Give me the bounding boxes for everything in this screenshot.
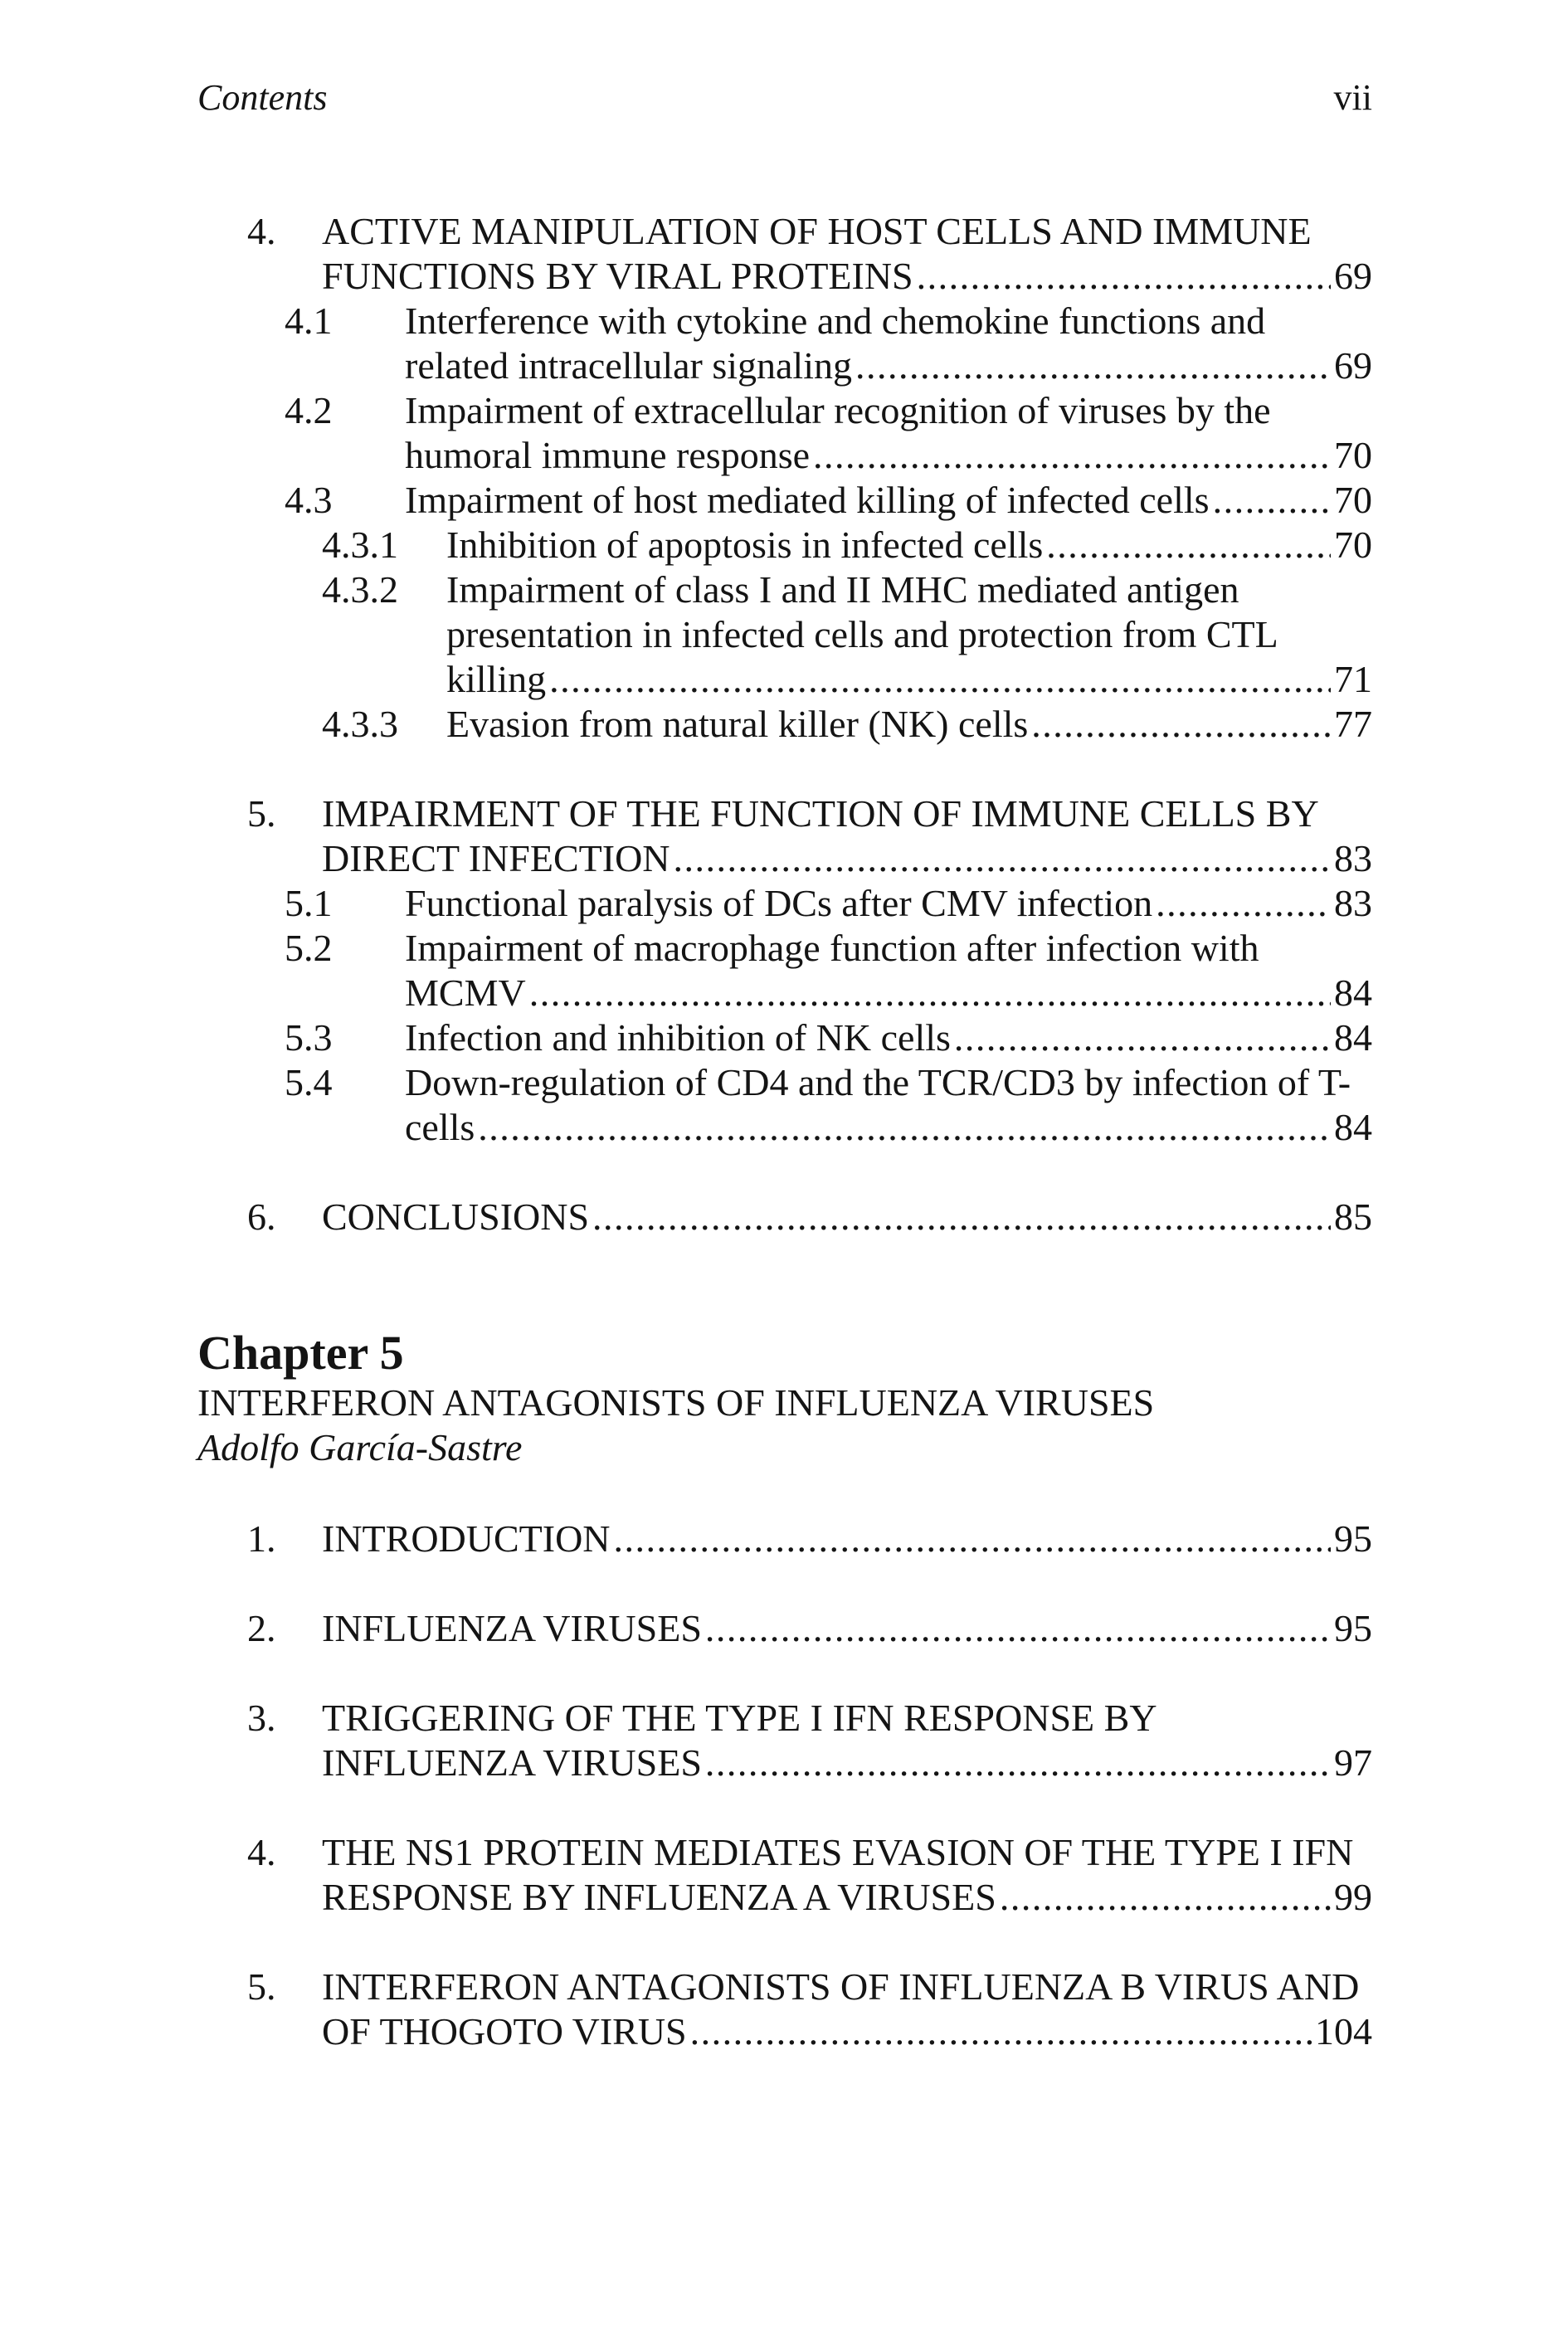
- toc-entry-title-last-line: Evasion from natural killer (NK) cells: [446, 703, 1029, 745]
- toc-entry-title: [322, 1965, 1372, 2054]
- dot-leader: [478, 1105, 1331, 1150]
- toc-entry-title-last-line: CONCLUSIONS: [322, 1195, 590, 1238]
- dot-leader: [1000, 1875, 1331, 1920]
- toc-entry-title-last-line: INFLUENZA VIRUSES: [322, 1607, 702, 1649]
- toc-entry-title-last-line: Inhibition of apoptosis in infected cells: [446, 523, 1044, 566]
- toc-entry-number: 6.: [247, 1195, 276, 1238]
- toc-entry-title-last-line: DIRECT INFECTION: [322, 837, 670, 879]
- chapter-label: Chapter 5: [197, 1326, 404, 1380]
- toc-entry-page: 84: [1334, 971, 1372, 1014]
- running-head-section: Contents: [197, 77, 328, 118]
- chapter-author: Adolfo García-Sastre: [197, 1426, 523, 1468]
- toc-entry-title-line: presentation in infected cells and protection from CTL: [446, 613, 1278, 655]
- dot-leader: [954, 1015, 1331, 1060]
- toc-entry-page: 83: [1334, 837, 1372, 879]
- toc-entry-title: [446, 523, 1372, 567]
- toc-entry-page: 77: [1334, 703, 1372, 745]
- toc-entry-title-last-line: FUNCTIONS BY VIRAL PROTEINS: [322, 255, 913, 297]
- toc-entry-number: 5.3: [285, 1016, 333, 1059]
- dot-leader: [813, 433, 1331, 478]
- toc-entry-page: 70: [1334, 479, 1372, 521]
- toc-entry-number: 4.2: [285, 389, 333, 431]
- toc-entry-title: [322, 1517, 1372, 1561]
- toc-entry-title-last-line: Functional paralysis of DCs after CMV infection: [405, 882, 1153, 924]
- dot-leader: [855, 343, 1331, 388]
- toc-entry-title-last-line: cells: [405, 1106, 475, 1148]
- dot-leader: [549, 657, 1331, 702]
- toc-entry-title-last-line: related intracellular signaling: [405, 344, 852, 387]
- dot-leader: [705, 1741, 1331, 1785]
- toc-entry-title-line: Impairment of macrophage function after infection with: [405, 927, 1259, 969]
- toc-entry-number: 4.3.2: [322, 568, 398, 611]
- dot-leader: [592, 1195, 1331, 1239]
- toc-entry-page: 97: [1334, 1741, 1372, 1784]
- toc-entry-title: [322, 1830, 1372, 1920]
- toc-entry-page: 85: [1334, 1195, 1372, 1238]
- dot-leader: [529, 971, 1331, 1015]
- toc-entry-title-line: IMPAIRMENT OF THE FUNCTION OF IMMUNE CELLS BY: [322, 792, 1319, 835]
- toc-entry-title: [405, 926, 1372, 1015]
- toc-entry-number: 3.: [247, 1697, 276, 1739]
- toc-entry-title-last-line: Infection and inhibition of NK cells: [405, 1016, 951, 1059]
- toc-entry-title-last-line: MCMV: [405, 971, 526, 1014]
- toc-entry-title-last-line: RESPONSE BY INFLUENZA A VIRUSES: [322, 1876, 996, 1918]
- toc-entry-number: 4.: [247, 1831, 276, 1873]
- toc-entry-number: 5.: [247, 792, 276, 835]
- toc-entry-number: 5.: [247, 1965, 276, 2008]
- toc-entry-title: [322, 1696, 1372, 1785]
- toc-entry-title-line: Interference with cytokine and chemokine functions and: [405, 299, 1266, 342]
- toc-entry-title: [405, 299, 1372, 388]
- toc-entry-title: [446, 702, 1372, 747]
- toc-entry-title-last-line: INFLUENZA VIRUSES: [322, 1741, 702, 1784]
- toc-entry-title-line: Impairment of class I and II MHC mediated antigen: [446, 568, 1239, 611]
- chapter-title: INTERFERON ANTAGONISTS OF INFLUENZA VIRUSES: [197, 1381, 1155, 1424]
- toc-entry-number: 1.: [247, 1517, 276, 1560]
- toc-entry-page: 69: [1334, 344, 1372, 387]
- toc-entry-title-line: Down-regulation of CD4 and the TCR/CD3 by infection of T-: [405, 1061, 1351, 1103]
- toc-entry-number: 4.3.3: [322, 703, 398, 745]
- toc-entry-page: 70: [1334, 434, 1372, 476]
- toc-entry-page: 104: [1315, 2010, 1372, 2053]
- toc-entry-title: [405, 1015, 1372, 1060]
- toc-entry-title: [322, 1195, 1372, 1239]
- toc-entry-number: 5.4: [285, 1061, 333, 1103]
- toc-entry-title: [405, 1060, 1372, 1150]
- toc-entry-title: [322, 209, 1372, 299]
- dot-leader: [917, 254, 1331, 299]
- toc-entry-number: 5.1: [285, 882, 333, 924]
- toc-entry-title-last-line: humoral immune response: [405, 434, 811, 476]
- toc-entry-title-line: THE NS1 PROTEIN MEDIATES EVASION OF THE TYPE I IFN: [322, 1831, 1354, 1873]
- toc-entry-title-last-line: OF THOGOTO VIRUS: [322, 2010, 687, 2053]
- toc-entry-title: [322, 1606, 1372, 1651]
- toc-entry-title: [446, 567, 1372, 702]
- toc-entry-page: 95: [1334, 1607, 1372, 1649]
- dot-leader: [1046, 523, 1331, 567]
- toc-entry-page: 69: [1334, 255, 1372, 297]
- toc-entry-title-line: TRIGGERING OF THE TYPE I IFN RESPONSE BY: [322, 1697, 1157, 1739]
- toc-entry-title: [322, 791, 1372, 881]
- toc-entry-title-last-line: INTRODUCTION: [322, 1517, 611, 1560]
- dot-leader: [614, 1517, 1331, 1561]
- toc-entry-number: 4.: [247, 210, 276, 252]
- toc-entry-title-line: Impairment of extracellular recognition of viruses by the: [405, 389, 1271, 431]
- page-number: vii: [1333, 77, 1372, 118]
- dot-leader: [705, 1606, 1331, 1651]
- toc-entry-title: [405, 388, 1372, 478]
- toc-entry-page: 70: [1334, 523, 1372, 566]
- dot-leader: [1031, 702, 1331, 747]
- toc-entry-title: [405, 881, 1372, 926]
- toc-entry-page: 84: [1334, 1106, 1372, 1148]
- toc-entry-number: 5.2: [285, 927, 333, 969]
- toc-entry-title: [405, 478, 1372, 523]
- toc-entry-page: 71: [1334, 658, 1372, 700]
- toc-entry-title-line: ACTIVE MANIPULATION OF HOST CELLS AND IMMUNE: [322, 210, 1312, 252]
- toc-entry-number: 4.1: [285, 299, 333, 342]
- toc-entry-title-last-line: killing: [446, 658, 547, 700]
- toc-entry-title-line: INTERFERON ANTAGONISTS OF INFLUENZA B VIRUS AND: [322, 1965, 1360, 2008]
- dot-leader: [1213, 478, 1331, 523]
- dot-leader: [690, 2009, 1312, 2054]
- dot-leader: [674, 836, 1331, 881]
- toc-entry-page: 83: [1334, 882, 1372, 924]
- toc-entry-number: 2.: [247, 1607, 276, 1649]
- toc-entry-page: 95: [1334, 1517, 1372, 1560]
- dot-leader: [1156, 881, 1331, 926]
- toc-entry-page: 84: [1334, 1016, 1372, 1059]
- toc-entry-page: 99: [1334, 1876, 1372, 1918]
- toc-entry-title-last-line: Impairment of host mediated killing of infected cells: [405, 479, 1210, 521]
- toc-entry-number: 4.3: [285, 479, 333, 521]
- toc-entry-number: 4.3.1: [322, 523, 398, 566]
